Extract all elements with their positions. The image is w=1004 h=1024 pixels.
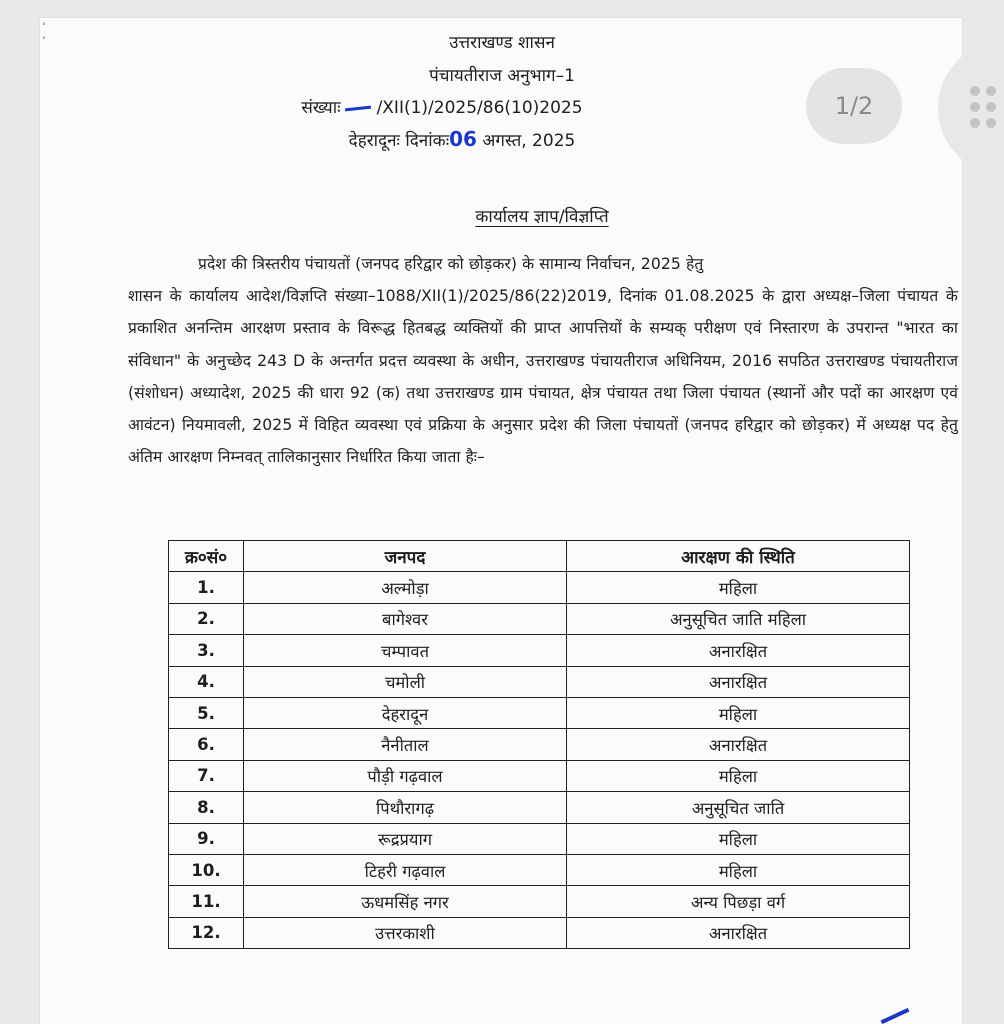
serial-cell: 12. xyxy=(169,917,244,948)
serial-cell: 10. xyxy=(169,854,244,885)
handwritten-dash xyxy=(344,105,370,111)
serial-cell: 2. xyxy=(169,603,244,634)
table-row xyxy=(169,729,910,760)
table-row xyxy=(169,886,910,917)
status-cell: अनारक्षित xyxy=(567,917,910,948)
district-cell: बागेश्वर xyxy=(244,603,567,634)
serial-cell: 3. xyxy=(169,635,244,666)
status-cell: अनारक्षित xyxy=(567,729,910,760)
body-paragraph xyxy=(128,248,958,473)
date-rest: अगस्त, 2025 xyxy=(482,131,576,151)
serial-cell: 6. xyxy=(169,729,244,760)
status-cell: अनुसूचित जाति महिला xyxy=(567,603,910,634)
district-cell: चमोली xyxy=(244,666,567,697)
reference-number xyxy=(0,95,944,118)
status-cell: अन्य पिछड़ा वर्ग xyxy=(567,886,910,917)
district-cell: चम्पावत xyxy=(244,635,567,666)
status-cell: महिला xyxy=(567,854,910,885)
number-label: संख्याः xyxy=(301,98,341,118)
date-label: देहरादूनः दिनांकः xyxy=(348,131,450,151)
status-cell: महिला xyxy=(567,697,910,728)
table-header-row xyxy=(169,541,910,572)
margin-mark: ʻ ʻ xyxy=(42,20,46,48)
col-header-serial: क्र०सं० xyxy=(169,541,244,572)
table-row xyxy=(169,603,910,634)
serial-cell: 7. xyxy=(169,760,244,791)
header-line-1: उत्तराखण्ड शासन xyxy=(449,33,555,53)
district-cell: देहरादून xyxy=(244,697,567,728)
district-cell: उत्तरकाशी xyxy=(244,917,567,948)
col-header-status: आरक्षण की स्थिति xyxy=(567,541,910,572)
table-row xyxy=(169,666,910,697)
paragraph-first-line: प्रदेश की त्रिस्तरीय पंचायतों (जनपद हरिद्वार को छोड़कर) के सामान्य निर्वाचन, 2025 हेतु xyxy=(198,255,704,273)
table-row xyxy=(169,697,910,728)
table-row xyxy=(169,760,910,791)
drag-dots-icon[interactable] xyxy=(970,86,1000,130)
serial-cell: 5. xyxy=(169,697,244,728)
district-cell: नैनीताल xyxy=(244,729,567,760)
table-row xyxy=(169,917,910,948)
serial-cell: 8. xyxy=(169,792,244,823)
reservation-table xyxy=(168,540,910,949)
district-cell: पिथौरागढ़ xyxy=(244,792,567,823)
status-cell: महिला xyxy=(567,572,910,603)
subject-heading: कार्यालय ज्ञाप/विज्ञप्ति xyxy=(475,207,609,227)
handwritten-date: 06 xyxy=(449,127,477,151)
serial-cell: 4. xyxy=(169,666,244,697)
status-cell: अनारक्षित xyxy=(567,635,910,666)
serial-cell: 11. xyxy=(169,886,244,917)
status-cell: महिला xyxy=(567,760,910,791)
number-value: /XII(1)/2025/86(10)2025 xyxy=(376,98,583,118)
serial-cell: 1. xyxy=(169,572,244,603)
district-cell: टिहरी गढ़वाल xyxy=(244,854,567,885)
table-row xyxy=(169,792,910,823)
paragraph-rest: शासन के कार्यालय आदेश/विज्ञप्ति संख्या–1088/XII(1)/2025/86(22)2019, दिनांक 01.08.2025 के द्वारा अध्यक्ष–जिला पंचायत के प्रकाशित अनन्तिम आरक्षण प्रस्ताव के विरूद्ध हितबद्ध व्यक्तियों की प्राप्त आपत्तियों के सम्यक् परीक्षण एवं निस्तारण के उपरान्त "भारत का संविधान" के अनुच्छेद 243 D के अन्तर्गत प्रदत्त व्यवस्था के अधीन, उत्तराखण्ड पंचायतीराज अधिनियम, 2016 सपठित उत्तराखण्ड पंचायतीराज (संशोधन) अध्यादेश, 2025 की धारा 92 (क) तथा उत्तराखण्ड ग्राम पंचायत, क्षेत्र पंचायत तथा जिला पंचायत (स्थानों और पदों का आरक्षण एवं आवंटन) नियमावली, 2025 में विहित व्यवस्था एवं प्रक्रिया के अनुसार प्रदेश की जिला पंचायतों (जनपद हरिद्वार को छोड़कर) में अध्यक्ष पद हेतु अंतिम आरक्षण निम्नवत् तालिकानुसार निर्धारित किया जाता हैः– xyxy=(128,287,958,467)
status-cell: महिला xyxy=(567,823,910,854)
district-cell: अल्मोड़ा xyxy=(244,572,567,603)
table-row xyxy=(169,823,910,854)
table-row xyxy=(169,635,910,666)
header-line-2: पंचायतीराज अनुभाग–1 xyxy=(429,66,575,86)
status-cell: अनुसूचित जाति xyxy=(567,792,910,823)
page-indicator: 1/2 xyxy=(806,68,902,144)
col-header-district: जनपद xyxy=(244,541,567,572)
table-row xyxy=(169,572,910,603)
serial-cell: 9. xyxy=(169,823,244,854)
status-cell: अनारक्षित xyxy=(567,666,910,697)
district-cell: पौड़ी गढ़वाल xyxy=(244,760,567,791)
district-cell: रूद्रप्रयाग xyxy=(244,823,567,854)
district-cell: ऊधमसिंह नगर xyxy=(244,886,567,917)
table-row xyxy=(169,854,910,885)
